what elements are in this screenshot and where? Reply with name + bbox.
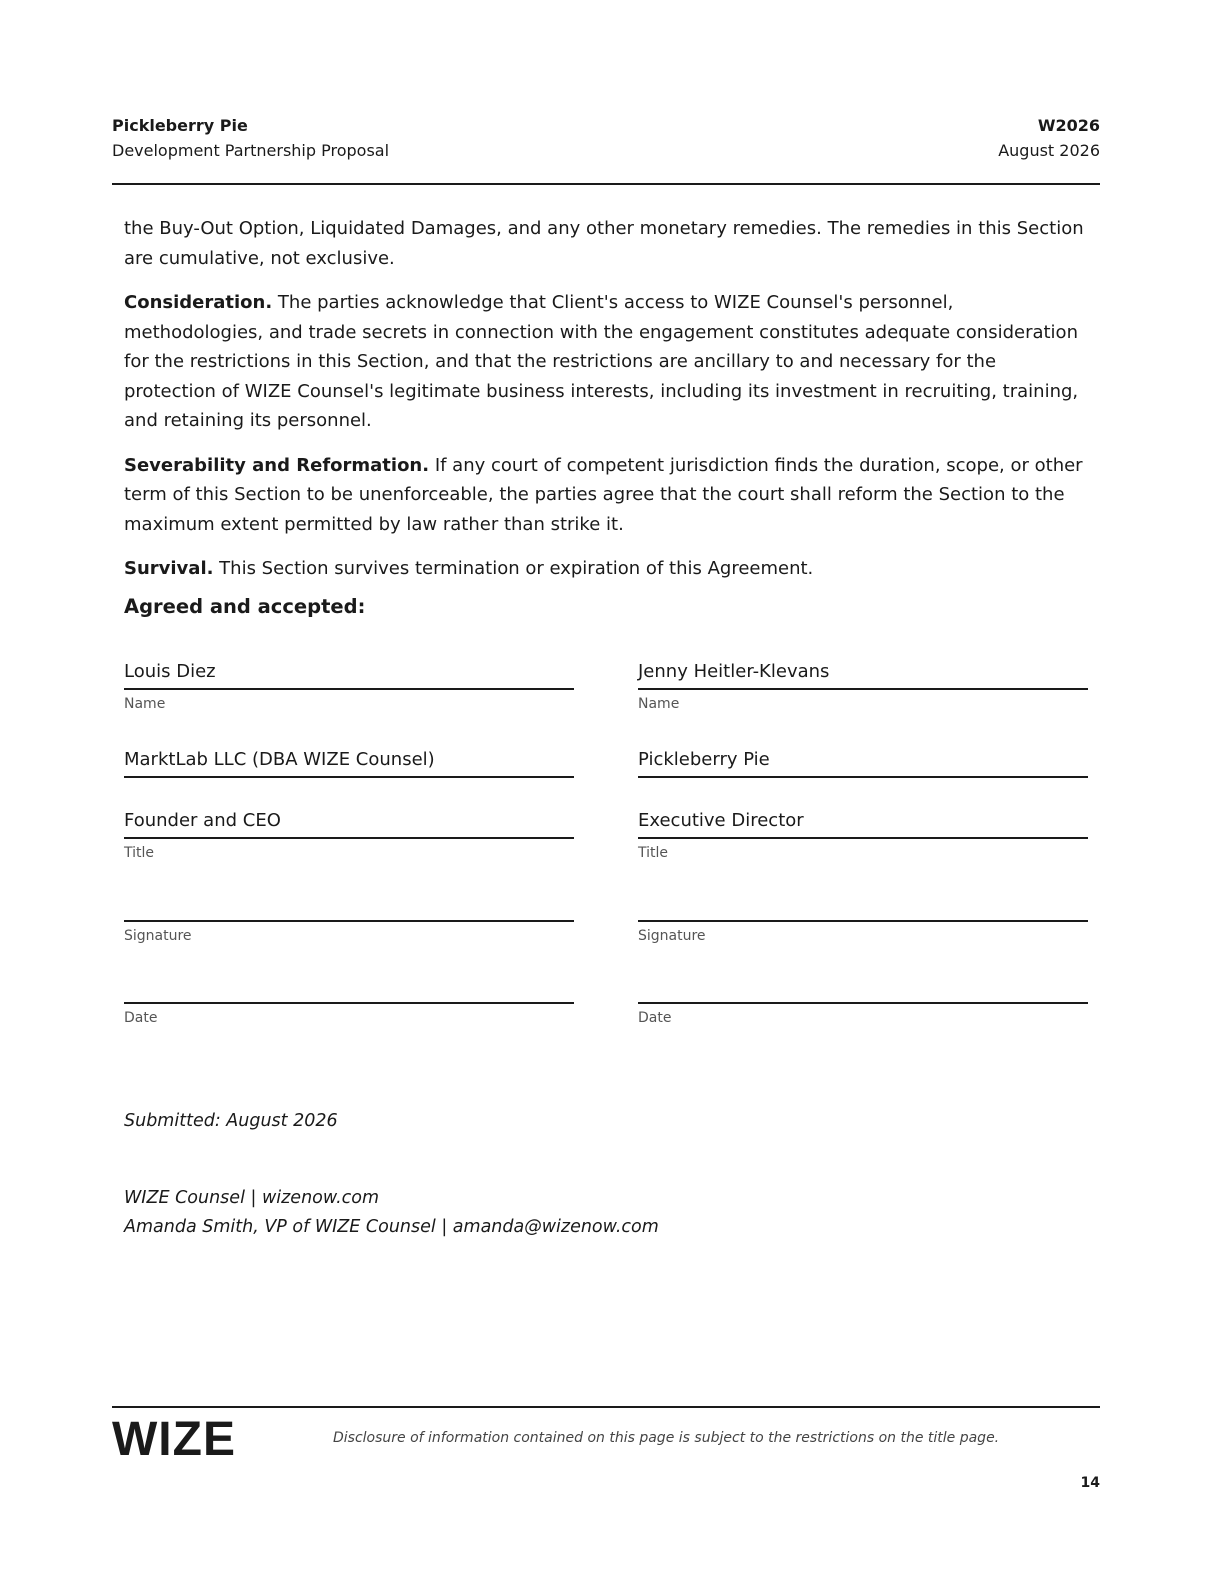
right-signature-field[interactable] — [638, 888, 1088, 945]
left-signature-label: Signature — [124, 928, 192, 944]
left-date-line — [124, 970, 574, 1004]
paragraph-remedies: the Buy-Out Option, Liquidated Damages, and any other monetary remedies. The remedies in this Section are cumulative, not exclusive. — [124, 218, 1084, 269]
page-header — [112, 113, 1100, 185]
body-text — [124, 214, 1086, 599]
document-title: Development Partnership Proposal — [112, 141, 390, 160]
disclaimer-text: Disclosure of information contained on this page is subject to the restrictions on the title page. — [333, 1430, 1000, 1446]
right-title-value: Executive Director — [638, 805, 1088, 839]
left-title-value: Founder and CEO — [124, 805, 574, 839]
right-company-value: Pickleberry Pie — [638, 744, 1088, 778]
consideration-text: The parties acknowledge that Client's access to WIZE Counsel's personnel, methodologies, and trade secrets in connection with the engagement constitutes adequate consideration for the restrictions in this Section, and that the restrictions are ancillary to and necessary for the protection of WIZE Counsel's legitimate business interests, including its investment in recruiting, training, and retaining its personnel. — [124, 292, 1079, 431]
left-company-field[interactable] — [124, 744, 574, 778]
client-name: Pickleberry Pie — [112, 116, 248, 135]
right-name-value: Jenny Heitler-Klevans — [638, 656, 1088, 690]
left-signature-line — [124, 888, 574, 922]
document-date: August 2026 — [998, 141, 1100, 160]
left-date-field[interactable] — [124, 970, 574, 1027]
left-name-field[interactable] — [124, 656, 574, 713]
left-name-label: Name — [124, 696, 166, 712]
survival-heading: Survival. — [124, 558, 214, 579]
right-date-line — [638, 970, 1088, 1004]
left-signature-field[interactable] — [124, 888, 574, 945]
left-title-field[interactable] — [124, 805, 574, 862]
paragraph-severability — [124, 451, 1086, 540]
right-signature-line — [638, 888, 1088, 922]
consideration-heading: Consideration. — [124, 292, 273, 313]
header-left — [112, 113, 389, 163]
page-number: 14 — [1080, 1475, 1100, 1491]
wize-logo: WIZE — [112, 1413, 236, 1466]
left-title-label: Title — [124, 845, 155, 861]
paragraph-consideration — [124, 288, 1086, 436]
survival-text: This Section survives termination or expiration of this Agreement. — [213, 558, 814, 579]
left-company-value: MarktLab LLC (DBA WIZE Counsel) — [124, 744, 574, 778]
right-company-field[interactable] — [638, 744, 1088, 778]
right-signature-label: Signature — [638, 928, 706, 944]
agreed-heading: Agreed and accepted: — [124, 595, 366, 618]
submitted-date: Submitted: August 2026 — [124, 1111, 338, 1131]
page-footer — [112, 1406, 1100, 1468]
header-right — [998, 113, 1100, 163]
right-title-field[interactable] — [638, 805, 1088, 862]
right-title-label: Title — [638, 845, 669, 861]
severability-heading: Severability and Reformation. — [124, 454, 430, 476]
right-name-field[interactable] — [638, 656, 1088, 713]
contact-line-company: WIZE Counsel | wizenow.com — [124, 1188, 380, 1208]
left-name-value: Louis Diez — [124, 656, 574, 690]
document-id: W2026 — [1037, 116, 1100, 135]
right-name-label: Name — [638, 696, 680, 712]
right-date-label: Date — [638, 1010, 672, 1026]
contact-line-person: Amanda Smith, VP of WIZE Counsel | amanda@wizenow.com — [124, 1217, 659, 1237]
paragraph-survival — [124, 554, 1086, 584]
right-date-field[interactable] — [638, 970, 1088, 1027]
left-date-label: Date — [124, 1010, 158, 1026]
severability-text: If any court of competent jurisdiction finds the duration, scope, or other term of this Section to be unenforceable, the parties agree that the court shall reform the Section to the maximum extent permitted by law rather than strike it. — [124, 454, 1083, 535]
